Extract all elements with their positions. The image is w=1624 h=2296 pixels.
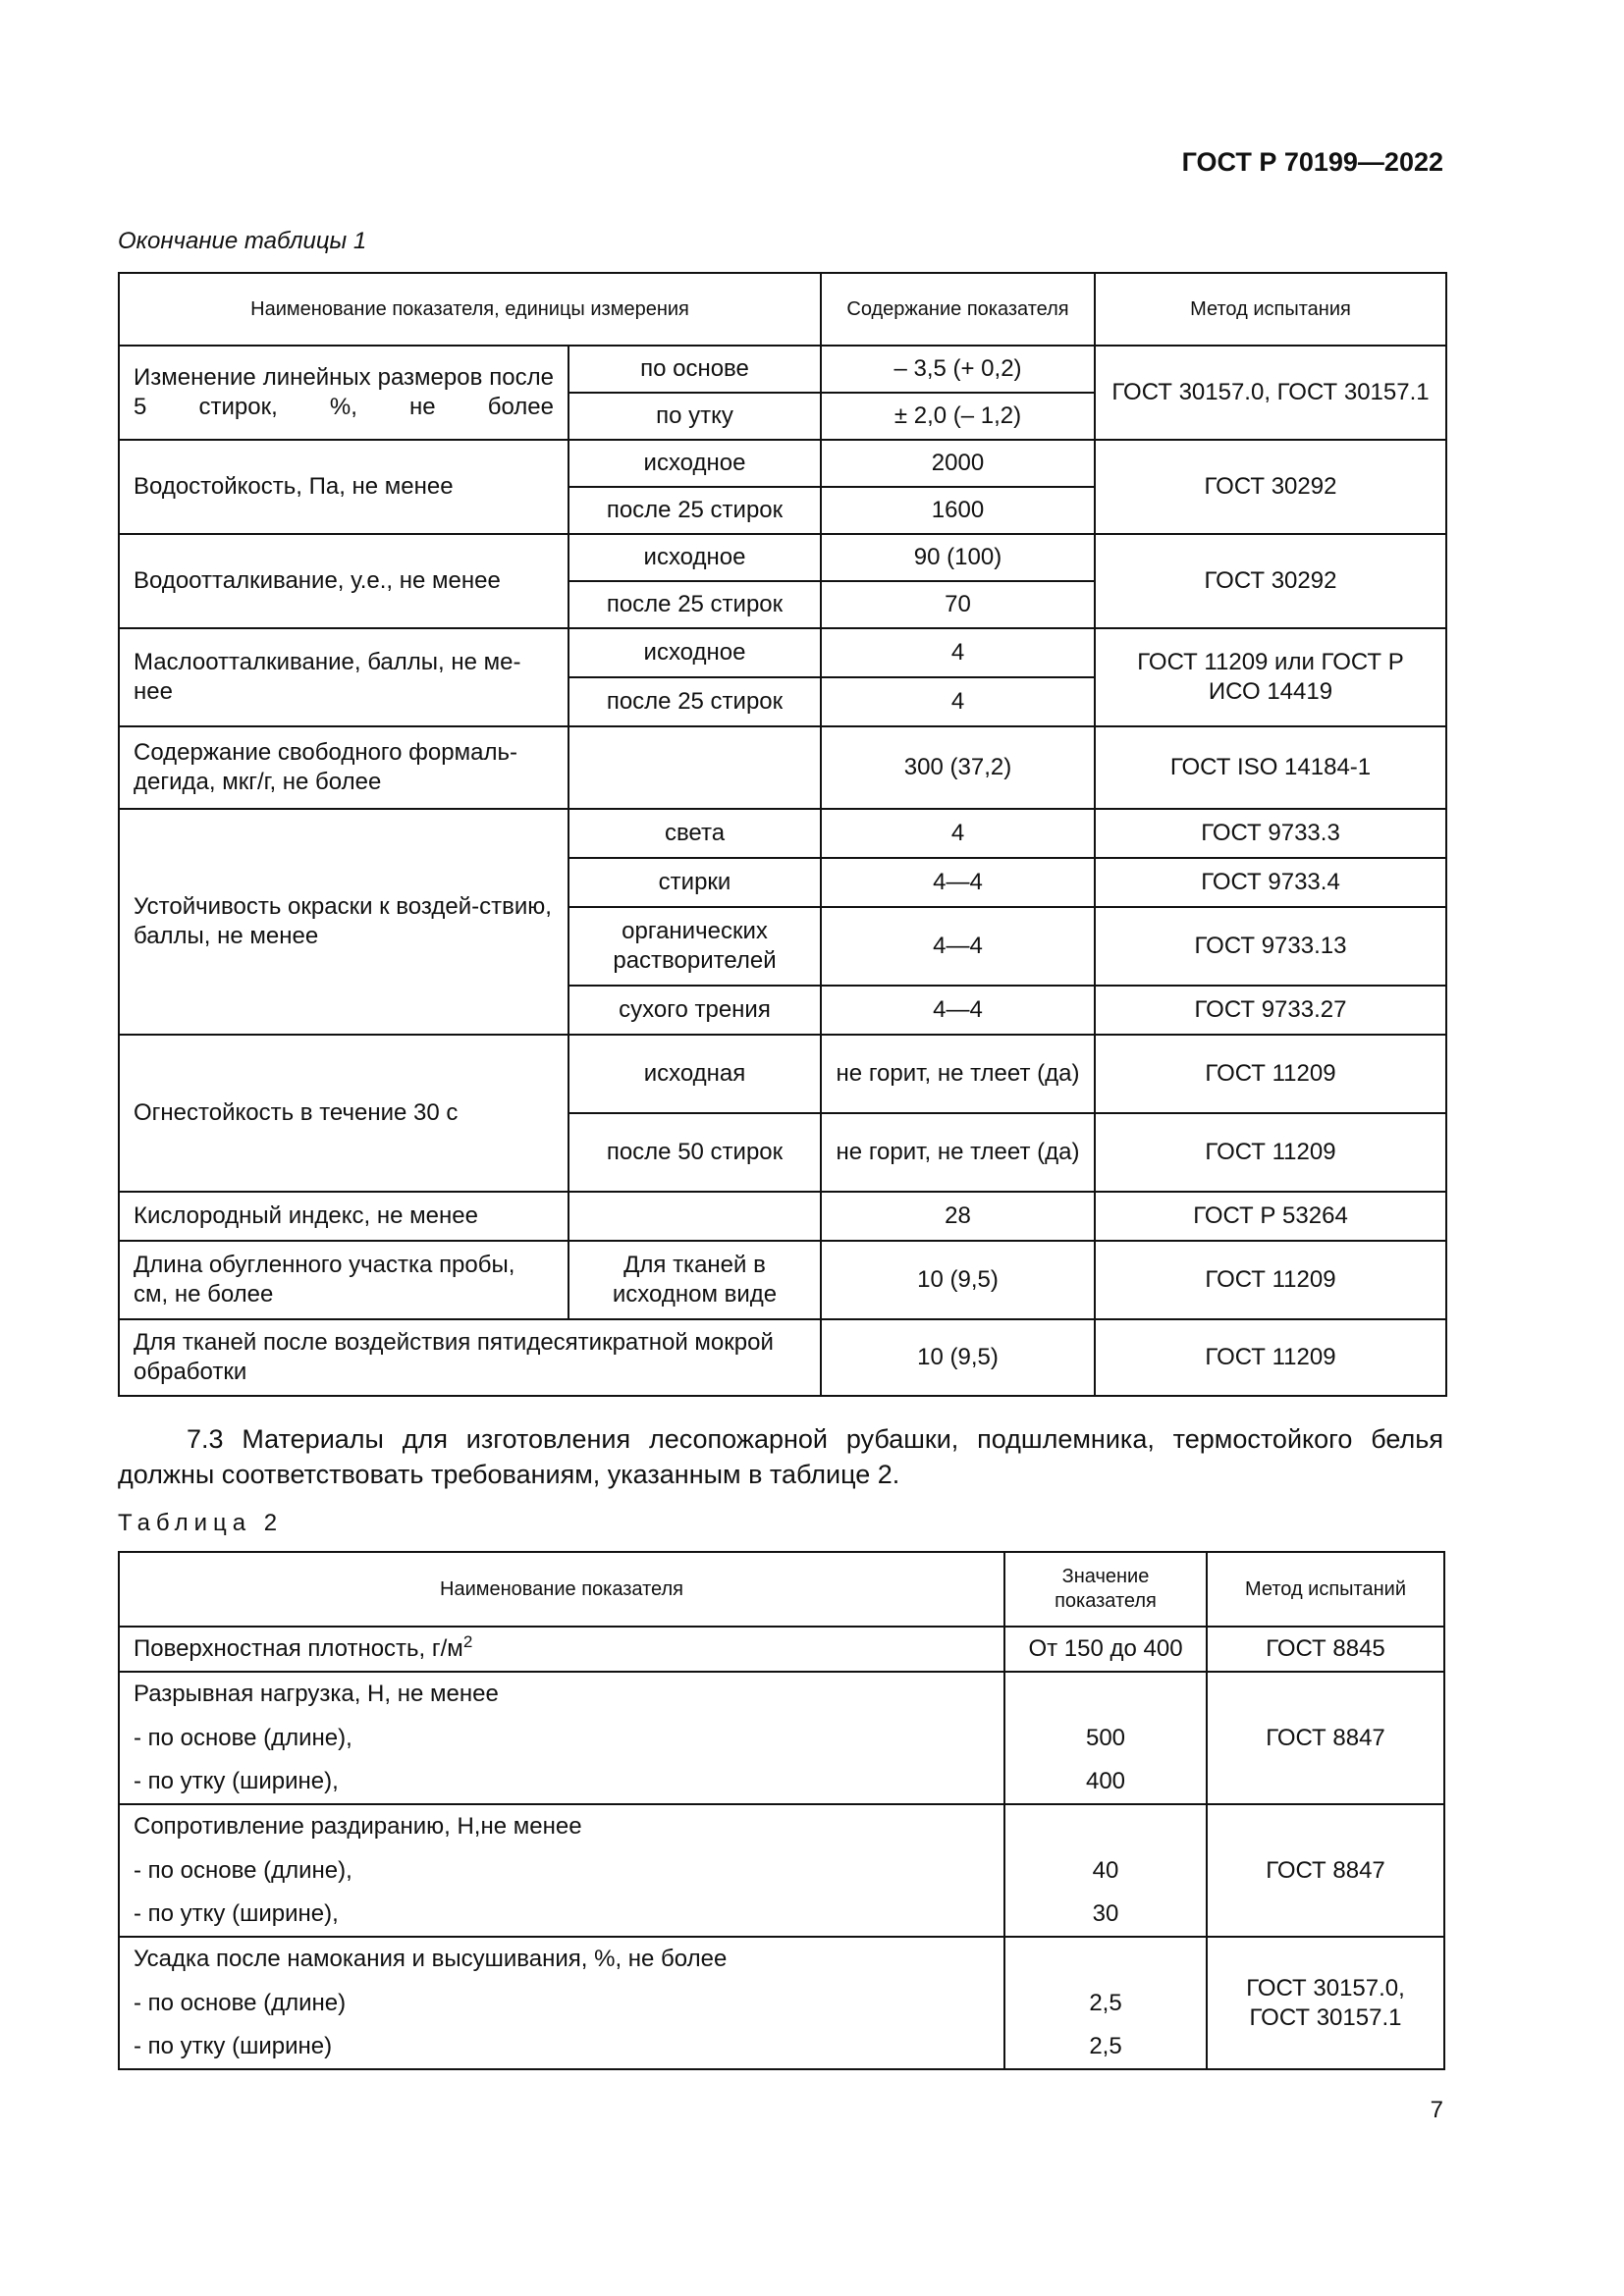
row-sub: - по утку (ширине),: [119, 1893, 1004, 1937]
row-value: 4—4: [821, 907, 1095, 986]
paragraph-7-3: 7.3 Материалы для изготовления лесопожарной рубашки, подшлемника, термостойкого белья должны соответствовать требованиям, указанным в таблице 2.: [118, 1424, 1443, 1489]
row-sub: - по утку (ширине): [119, 2025, 1004, 2069]
row-name: Водостойкость, Па, не менее: [119, 440, 568, 534]
row-method: ГОСТ 11209: [1095, 1241, 1446, 1319]
row-name: Водоотталкивание, у.е., не менее: [119, 534, 568, 628]
table-row: [119, 1319, 1446, 1396]
row-value: 4—4: [821, 858, 1095, 907]
row-sub: света: [568, 809, 821, 858]
table2-caption: Таблица 2: [118, 1510, 284, 1536]
row-sub: стирки: [568, 858, 821, 907]
row-sub: - по основе (длине),: [119, 1848, 1004, 1893]
row-sub: органических растворителей: [568, 907, 821, 986]
row-name: Длина обугленного участка пробы, см, не более: [119, 1241, 568, 1319]
row-value: 30: [1004, 1893, 1207, 1937]
document-code: ГОСТ Р 70199—2022: [1181, 147, 1443, 177]
row-value-empty: [1004, 1804, 1207, 1848]
row-method: ГОСТ 8847: [1207, 1804, 1444, 1937]
table-row: [119, 1241, 1446, 1319]
row-sub: по основе: [568, 346, 821, 393]
table-row: [119, 440, 1446, 487]
table-row: [119, 534, 1446, 581]
row-sub: исходная: [568, 1035, 821, 1113]
row-name: Изменение линейных размеров после 5 стирок, %, не более: [119, 346, 568, 440]
table1-caption: Окончание таблицы 1: [118, 228, 367, 254]
row-name: Усадка после намокания и высушивания, %, не более: [119, 1937, 1004, 1981]
row-value: ± 2,0 (– 1,2): [821, 393, 1095, 440]
row-sub: [568, 726, 821, 809]
row-value: не горит, не тлеет (да): [821, 1035, 1095, 1113]
row-value-empty: [1004, 1672, 1207, 1716]
row-sub: после 25 стирок: [568, 677, 821, 726]
row-sub: после 50 стирок: [568, 1113, 821, 1192]
row-value: 2,5: [1004, 2025, 1207, 2069]
row-value: не горит, не тлеет (да): [821, 1113, 1095, 1192]
row-value: – 3,5 (+ 0,2): [821, 346, 1095, 393]
row-sub: исходное: [568, 440, 821, 487]
row-method: ГОСТ 8845: [1207, 1627, 1444, 1672]
row-value-empty: [1004, 1937, 1207, 1981]
table-row: [119, 1937, 1444, 1981]
row-method: ГОСТ 9733.4: [1095, 858, 1446, 907]
row-method: ГОСТ 11209 или ГОСТ Р ИСО 14419: [1095, 628, 1446, 726]
row-name: Устойчивость окраски к воздей-ствию, баллы, не менее: [119, 809, 568, 1035]
row-value: 300 (37,2): [821, 726, 1095, 809]
table2: [118, 1551, 1445, 2070]
table2-col-name: Наименование показателя: [119, 1552, 1004, 1627]
table-row: [119, 346, 1446, 393]
row-sub: исходное: [568, 628, 821, 677]
row-value: 90 (100): [821, 534, 1095, 581]
table-row: [119, 628, 1446, 677]
row-name: Огнестойкость в течение 30 с: [119, 1035, 568, 1192]
row-method: ГОСТ 11209: [1095, 1035, 1446, 1113]
row-value: 28: [821, 1192, 1095, 1241]
table1-col-value: Содержание показателя: [821, 273, 1095, 346]
table-row: [119, 726, 1446, 809]
row-method: ГОСТ 11209: [1095, 1113, 1446, 1192]
row-method: ГОСТ 9733.27: [1095, 986, 1446, 1035]
table1-col-name: Наименование показателя, единицы измерения: [119, 273, 821, 346]
table2-col-method: Метод испытаний: [1207, 1552, 1444, 1627]
row-value: 10 (9,5): [821, 1319, 1095, 1396]
row-sub: - по утку (ширине),: [119, 1760, 1004, 1804]
row-value: 4: [821, 677, 1095, 726]
table2-header-row: [119, 1552, 1444, 1627]
row-method: ГОСТ 11209: [1095, 1319, 1446, 1396]
row-sub: - по основе (длине),: [119, 1716, 1004, 1760]
row-method: ГОСТ Р 53264: [1095, 1192, 1446, 1241]
row-value: 4: [821, 809, 1095, 858]
row-value: 1600: [821, 487, 1095, 534]
table2-col-value: Значение показателя: [1004, 1552, 1207, 1627]
row-method: ГОСТ 30292: [1095, 534, 1446, 628]
row-method: ГОСТ 30157.0, ГОСТ 30157.1: [1095, 346, 1446, 440]
row-value: 70: [821, 581, 1095, 628]
row-method: ГОСТ 9733.13: [1095, 907, 1446, 986]
row-value: 400: [1004, 1760, 1207, 1804]
table1: [118, 272, 1447, 1397]
row-method: ГОСТ ISO 14184-1: [1095, 726, 1446, 809]
table-row: [119, 1627, 1444, 1672]
row-value: От 150 до 400: [1004, 1627, 1207, 1672]
row-name: Сопротивление раздиранию, Н,не менее: [119, 1804, 1004, 1848]
table1-col-method: Метод испытания: [1095, 273, 1446, 346]
row-value: 4: [821, 628, 1095, 677]
table-row: [119, 1192, 1446, 1241]
row-method: ГОСТ 30292: [1095, 440, 1446, 534]
page-number: 7: [1430, 2097, 1443, 2123]
row-method: ГОСТ 8847: [1207, 1672, 1444, 1804]
superscript: 2: [462, 1632, 473, 1651]
table-row: [119, 1804, 1444, 1848]
row-name: Маслоотталкивание, баллы, не ме-нее: [119, 628, 568, 726]
row-value: 2000: [821, 440, 1095, 487]
row-method: ГОСТ 30157.0, ГОСТ 30157.1: [1207, 1937, 1444, 2069]
row-value: 40: [1004, 1848, 1207, 1893]
row-value: 4—4: [821, 986, 1095, 1035]
row-name: Кислородный индекс, не менее: [119, 1192, 568, 1241]
row-name-text: Поверхностная плотность, г/м: [134, 1635, 463, 1662]
row-sub: после 25 стирок: [568, 581, 821, 628]
row-name: Разрывная нагрузка, Н, не менее: [119, 1672, 1004, 1716]
row-sub: - по основе (длине): [119, 1981, 1004, 2025]
table-row: [119, 1035, 1446, 1113]
row-value: 2,5: [1004, 1981, 1207, 2025]
table-row: [119, 809, 1446, 858]
row-sub: после 25 стирок: [568, 487, 821, 534]
row-sub: [568, 1192, 821, 1241]
row-value: 500: [1004, 1716, 1207, 1760]
row-sub: исходное: [568, 534, 821, 581]
row-sub: Для тканей в исходном виде: [568, 1241, 821, 1319]
row-method: ГОСТ 9733.3: [1095, 809, 1446, 858]
row-name: Для тканей после воздействия пятидесятикратной мокрой обработки: [119, 1319, 821, 1396]
row-sub: по утку: [568, 393, 821, 440]
row-name: Содержание свободного формаль-дегида, мкг/г, не более: [119, 726, 568, 809]
table-row: [119, 1672, 1444, 1716]
row-sub: сухого трения: [568, 986, 821, 1035]
table1-header-row: [119, 273, 1446, 346]
row-name: [119, 1627, 1004, 1672]
row-value: 10 (9,5): [821, 1241, 1095, 1319]
